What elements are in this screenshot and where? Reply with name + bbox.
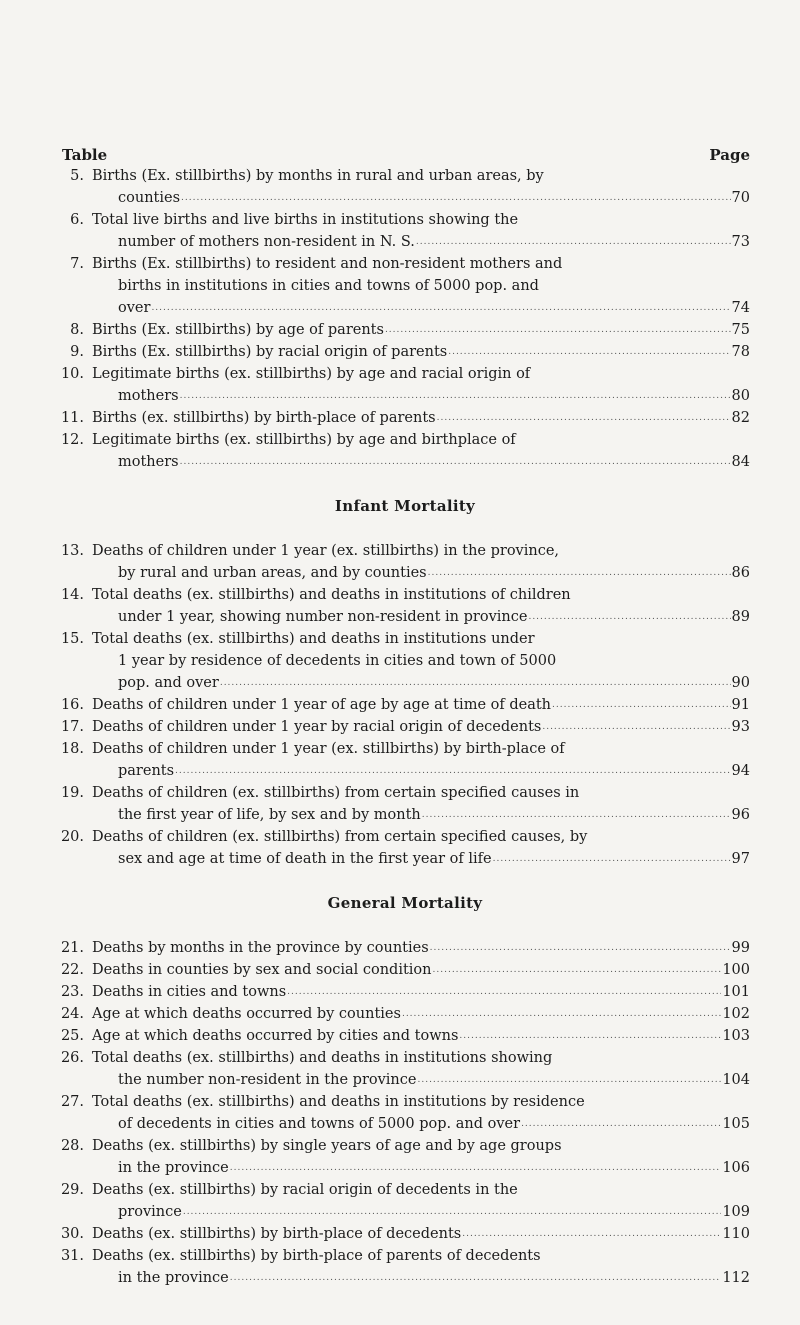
entry-title-line: mothers [118, 454, 179, 470]
dot-leader [428, 562, 731, 584]
dot-leader [528, 606, 730, 628]
entry-page-number: 101 [722, 984, 750, 1000]
contents-entry [60, 981, 750, 1003]
dot-leader [402, 1003, 721, 1025]
entry-number: 30. [60, 1226, 84, 1242]
entry-title-line: Legitimate births (ex. stillbirths) by age and birthplace of [92, 432, 516, 448]
contents-entry [60, 716, 750, 738]
entry-title-line: Total deaths (ex. stillbirths) and deaths in institutions of children [92, 587, 571, 603]
entry-page-number: 99 [731, 940, 750, 956]
entry-number: 18. [60, 741, 84, 757]
entry-title-line: Age at which deaths occurred by counties [92, 1006, 401, 1022]
dot-leader [416, 231, 731, 253]
dot-leader [542, 716, 730, 738]
entry-title-line: Deaths in counties by sex and social condition [92, 962, 432, 978]
entry-number: 28. [60, 1138, 84, 1154]
contents-entry [60, 165, 750, 209]
entry-page-number: 102 [722, 1006, 750, 1022]
contents-section [60, 497, 750, 870]
contents-entry [60, 1135, 750, 1179]
entry-title-line: Total live births and live births in institutions showing the [92, 212, 519, 228]
contents-entry [60, 1003, 750, 1025]
entry-page-number: 73 [731, 234, 750, 250]
entry-title-line: Total deaths (ex. stillbirths) and deaths in institutions by residence [92, 1094, 585, 1110]
dot-leader [433, 959, 722, 981]
entry-page-number: 109 [722, 1204, 750, 1220]
dot-leader [220, 672, 731, 694]
entry-title-line: Deaths (ex. stillbirths) by birth-place of decedents [92, 1226, 462, 1242]
entry-title-line: Deaths (ex. stillbirths) by racial origin of decedents in the [92, 1182, 518, 1198]
entry-title-line: the number non-resident in the province [118, 1072, 417, 1088]
entry-page-number: 90 [731, 675, 750, 691]
entry-page-number: 74 [731, 300, 750, 316]
entry-page-number: 84 [731, 454, 750, 470]
entry-title-line: number of mothers non-resident in N. S. [118, 234, 415, 250]
contents-entry [60, 540, 750, 584]
entry-page-number: 93 [731, 719, 750, 735]
entry-page-number: 104 [722, 1072, 750, 1088]
entry-title-line: province [118, 1204, 182, 1220]
dot-leader [183, 1201, 721, 1223]
entry-title-line: Births (Ex. stillbirths) by racial origin of parents [92, 344, 448, 360]
entry-page-number: 80 [731, 388, 750, 404]
entry-title-line: Deaths of children under 1 year by racial origin of decedents [92, 719, 542, 735]
dot-leader [151, 297, 730, 319]
entry-title-line: Deaths (ex. stillbirths) by single years of age and by age groups [92, 1138, 562, 1154]
dot-leader [493, 848, 731, 870]
entry-title-line: mothers [118, 388, 179, 404]
entry-title-line: Deaths by months in the province by counties [92, 940, 429, 956]
entry-number: 15. [60, 631, 84, 647]
entry-title-line: over [118, 300, 151, 316]
entry-number: 29. [60, 1182, 84, 1198]
entry-number: 16. [60, 697, 84, 713]
dot-leader [181, 187, 731, 209]
entry-title-line: pop. and over [118, 675, 219, 691]
entry-page-number: 106 [722, 1160, 750, 1176]
entry-number: 27. [60, 1094, 84, 1110]
entry-title-line: Deaths of children under 1 year (ex. stillbirths) in the province, [92, 543, 560, 559]
contents-entry [60, 1025, 750, 1047]
entry-number: 25. [60, 1028, 84, 1044]
entry-title-line: Deaths of children under 1 year of age by age at time of death [92, 697, 552, 713]
entry-title-line: Births (ex. stillbirths) by birth-place of parents [92, 410, 436, 426]
contents-entry [60, 253, 750, 319]
entry-number: 20. [60, 829, 84, 845]
entry-title-line: Total deaths (ex. stillbirths) and deaths in institutions under [92, 631, 535, 647]
entry-page-number: 110 [722, 1226, 750, 1242]
entry-page-number: 82 [731, 410, 750, 426]
dot-leader [417, 1069, 721, 1091]
entry-number: 10. [60, 366, 84, 382]
entry-page-number: 91 [731, 697, 750, 713]
dot-leader [180, 451, 731, 473]
entry-number: 31. [60, 1248, 84, 1264]
entry-page-number: 112 [722, 1270, 750, 1286]
entry-title-line: Total deaths (ex. stillbirths) and deaths in institutions showing [92, 1050, 553, 1066]
contents-entry [60, 1245, 750, 1289]
entry-title-line: Births (Ex. stillbirths) by age of parents [92, 322, 384, 338]
entry-number: 5. [70, 168, 84, 184]
entry-page-number: 75 [731, 322, 750, 338]
contents-entry [60, 628, 750, 694]
entry-page-number: 103 [722, 1028, 750, 1044]
entry-page-number: 94 [731, 763, 750, 779]
column-header-row [62, 146, 750, 164]
contents-entry [60, 1047, 750, 1091]
entry-title-line: Deaths of children (ex. stillbirths) from certain specified causes in [92, 785, 580, 801]
entry-page-number: 105 [722, 1116, 750, 1132]
entry-page-number: 100 [722, 962, 750, 978]
dot-leader [230, 1267, 722, 1289]
dot-leader [230, 1157, 722, 1179]
entry-title-line: Deaths (ex. stillbirths) by birth-place of parents of decedents [92, 1248, 541, 1264]
entry-number: 9. [70, 344, 84, 360]
dot-leader [437, 407, 731, 429]
entry-number: 13. [60, 543, 84, 559]
contents-entry [60, 1179, 750, 1223]
entry-page-number: 96 [731, 807, 750, 823]
contents-entry [60, 429, 750, 473]
entry-title-line: Births (Ex. stillbirths) by months in rural and urban areas, by [92, 168, 544, 184]
contents-entry [60, 209, 750, 253]
entry-title-line: Deaths of children (ex. stillbirths) from certain specified causes, by [92, 829, 588, 845]
contents-entry [60, 694, 750, 716]
contents-entry [60, 341, 750, 363]
entry-title-line: Deaths in cities and towns [92, 984, 287, 1000]
contents-sections [60, 165, 750, 1289]
page-column-label: Page [709, 146, 750, 164]
entry-number: 14. [60, 587, 84, 603]
entry-title-line: Legitimate births (ex. stillbirths) by age and racial origin of [92, 366, 531, 382]
section-heading: General Mortality [327, 894, 483, 912]
contents-entry [60, 1223, 750, 1245]
contents-entry [60, 738, 750, 782]
entry-page-number: 97 [731, 851, 750, 867]
contents-section [60, 165, 750, 473]
entry-number: 19. [60, 785, 84, 801]
entry-title-line: in the province [118, 1160, 229, 1176]
contents-entry [60, 1091, 750, 1135]
dot-leader [287, 981, 721, 1003]
entry-title-line: under 1 year, showing number non-resident in province [118, 609, 528, 625]
entry-page-number: 70 [731, 190, 750, 206]
entry-title-line: parents [118, 763, 175, 779]
dot-leader [521, 1113, 721, 1135]
entry-title-line: sex and age at time of death in the first year of life [118, 851, 492, 867]
entry-number: 26. [60, 1050, 84, 1066]
contents-section [60, 894, 750, 1289]
section-heading: Infant Mortality [334, 497, 476, 515]
dot-leader [422, 804, 731, 826]
entry-title-line: counties [118, 190, 181, 206]
dot-leader [180, 385, 731, 407]
entry-title-line: of decedents in cities and towns of 5000 pop. and over [118, 1116, 521, 1132]
entry-number: 24. [60, 1006, 84, 1022]
dot-leader [552, 694, 731, 716]
contents-entry [60, 959, 750, 981]
table-of-contents [60, 146, 750, 1289]
table-column-label: Table [62, 146, 108, 164]
entry-title-line: in the province [118, 1270, 229, 1286]
entry-title-line: births in institutions in cities and towns of 5000 pop. and [118, 278, 539, 294]
dot-leader [430, 937, 731, 959]
dot-leader [462, 1223, 721, 1245]
contents-entry [60, 363, 750, 407]
entry-title-line: Births (Ex. stillbirths) to resident and non-resident mothers and [92, 256, 563, 272]
entry-number: 7. [70, 256, 84, 272]
contents-entry [60, 584, 750, 628]
dot-leader [459, 1025, 721, 1047]
contents-entry [60, 319, 750, 341]
contents-entry [60, 937, 750, 959]
entry-number: 17. [60, 719, 84, 735]
entry-number: 8. [70, 322, 84, 338]
dot-leader [175, 760, 731, 782]
contents-entry [60, 782, 750, 826]
entry-page-number: 78 [731, 344, 750, 360]
entry-number: 6. [70, 212, 84, 228]
entry-title-line: 1 year by residence of decedents in cities and town of 5000 [118, 653, 557, 669]
dot-leader [385, 319, 731, 341]
entry-number: 21. [60, 940, 84, 956]
dot-leader [448, 341, 730, 363]
entry-title-line: Deaths of children under 1 year (ex. stillbirths) by birth-place of [92, 741, 565, 757]
entry-page-number: 86 [731, 565, 750, 581]
contents-entry [60, 826, 750, 870]
entry-number: 23. [60, 984, 84, 1000]
entry-title-line: by rural and urban areas, and by counties [118, 565, 427, 581]
entry-title-line: the first year of life, by sex and by month [118, 807, 421, 823]
entry-page-number: 89 [731, 609, 750, 625]
entry-number: 12. [60, 432, 84, 448]
entry-number: 11. [60, 410, 84, 426]
contents-entry [60, 407, 750, 429]
entry-title-line: Age at which deaths occurred by cities and towns [92, 1028, 459, 1044]
entry-number: 22. [60, 962, 84, 978]
